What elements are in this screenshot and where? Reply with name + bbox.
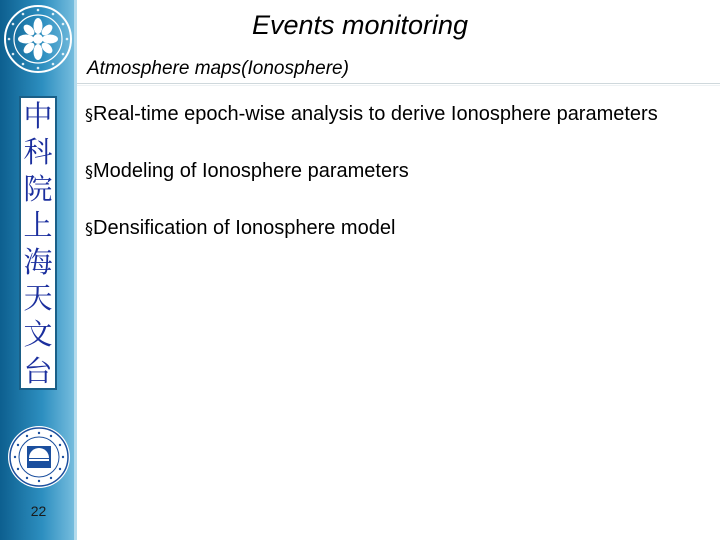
slide-title: Events monitoring xyxy=(251,10,469,40)
vertical-char: 台 xyxy=(23,353,53,388)
bullet-list xyxy=(85,100,705,243)
bullet-marker-icon: § xyxy=(85,162,93,181)
bullet-marker-icon: § xyxy=(85,105,93,124)
page-number: 22 xyxy=(30,503,47,519)
bullet-item xyxy=(85,214,705,243)
bullet-marker-icon: § xyxy=(85,219,93,238)
vertical-char: 上 xyxy=(23,208,53,243)
sheshan-observatory-logo-icon xyxy=(7,425,71,489)
header-divider-shadow xyxy=(77,85,720,86)
sidebar-edge xyxy=(74,0,77,540)
slide-subtitle: Atmosphere maps(Ionosphere) xyxy=(87,58,349,79)
cas-emblem-icon xyxy=(3,4,73,74)
sidebar xyxy=(0,0,77,540)
vertical-char: 科 xyxy=(23,135,53,170)
vertical-char: 海 xyxy=(23,244,53,279)
vertical-char: 天 xyxy=(23,281,53,316)
bullet-item xyxy=(85,100,705,129)
vertical-char: 中 xyxy=(23,99,53,133)
bullet-text: Densification of Ionosphere model xyxy=(93,217,396,239)
vertical-char: 文 xyxy=(23,317,53,352)
header-divider xyxy=(77,83,720,84)
vertical-char: 院 xyxy=(23,171,53,206)
bullet-item xyxy=(85,157,705,186)
vertical-institute-name xyxy=(19,96,57,390)
bullet-text: Real-time epoch-wise analysis to derive Ionosphere parameters xyxy=(93,103,658,125)
bullet-text: Modeling of Ionosphere parameters xyxy=(93,160,409,182)
